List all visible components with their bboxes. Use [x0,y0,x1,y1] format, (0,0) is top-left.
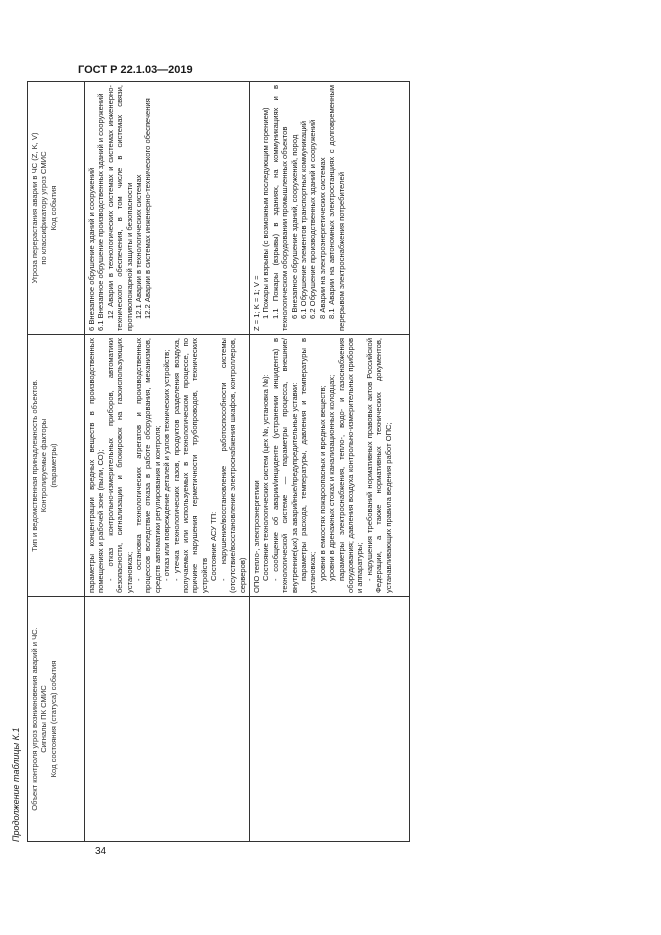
factor-text: Состояние технологических систем (цех №, установка №): [261,374,271,581]
header-line: Код состояния (статуса) события [48,660,58,778]
factor-text: - сообщение об аварии/инциденте (устранении инцидента) в технологической системе — параметры процесса, внешние/внутренние(ых) за аварийные/предупредительные уставки: [270,338,299,593]
header-threat [28,82,85,335]
threat-text: 8 Аварии на электроэнергетических системах [317,157,327,319]
header-line: Угроза перерастания аварии в ЧС (Z, K, V) [30,132,39,284]
threat-text: Z = 1; K = 1; V = [251,275,261,331]
header-object-type [28,335,85,597]
header-line: (параметры) [48,443,58,488]
threat-text: 6.2 Обрушение производственных зданий и сооружений [308,119,318,319]
threat-text: 12 Аварии в технологических системах и системах инженерно-технического обеспечения, в том числе в системах связи, противопожарной защиты и безопасности [105,85,134,331]
factor-text: - отказ контрольно-измерительных приборов, автоматики безопасности, сигнализации и блокировок на газоиспользующих установках; [105,338,134,593]
factor-text: - отказ или повреждение деталей и узлов технических устройств; [162,349,172,581]
factor-text: - нарушение/восстановление работоспособности системы (отсутствие/восстановление электроснабжения шкафов, контроллеров, серверов) [218,338,247,593]
row1-object-cell [85,597,250,842]
header-line: Код события [48,185,58,231]
factor-text: ОПО тепло-, электроэнергетики [251,480,261,593]
threat-text: 8.1 Аварии на автономных электростанциях с долговременным перерывом электроснабжения потребителей [327,85,346,331]
factor-text: параметры концентрации вредных веществ в производственных помещениях и рабочей зоне (пыли, СО); [87,338,106,593]
table-header-row [28,82,85,842]
factor-text: Состояние АСУ ТП: [209,511,219,581]
header-object-control [28,597,85,842]
header-line: по классификатору угроз СМИС [39,151,49,265]
threat-text: 6.1 Внезапное обрушение производственных зданий и сооружений [96,93,106,331]
factor-text: параметры расхода, температуры, давления и температуры в установках; [298,338,318,593]
table-caption: Продолжение таблицы К.1 [11,727,21,842]
row2-threat-cell [249,82,409,335]
factor-text: - утечка технологических газов, продуктов разделения воздуха, получаемых или используемых в технологическом процессе, по причине нарушения герметичности трубопроводов, технических устройств [171,338,209,593]
row2-object-cell [249,597,409,842]
threat-text: 6.1 Обрушение элементов транспортных коммуникаций [298,121,308,319]
header-line: Контролируемые факторы [39,418,49,513]
threat-text: 6 Внезапное обрушение зданий, сооружений, пород [289,134,299,319]
header-line: Сигналы ПК СМИС [39,685,49,753]
header-line: Тип и ведомственная принадлежность объектов. [30,379,39,552]
factor-text: уровни в емкостях пожароопасных и вредных веществ; [317,385,327,581]
header-line: Объект контроля угроз возникновения аварий и ЧС. [30,627,39,811]
table-row [249,82,409,842]
factor-text: - нарушения требований нормативных правовых актов Российской Федерации, а также нормативных технических документов, устанавливающих правила ведения работ ОПС; [364,338,393,593]
threat-text: 1.1 Пожары (взрывы) в зданиях, на коммуникациях и в технологическом оборудовании промышленных объектов [270,85,290,331]
row1-threat-cell [85,82,250,335]
table-row [85,82,250,842]
rotated-page-content [11,82,521,842]
threat-text: 12.1 Аварии в технологических системах [134,174,144,319]
factor-text: - остановка технологических агрегатов и производственных процессов вследствие отказа в работе оборудования, механизмов, средств автоматики регулирования и контроля; [134,338,162,593]
row1-factors-cell [85,335,250,597]
threat-text: 6 Внезапное обрушение зданий и сооружений [87,167,96,331]
incident-table [27,81,410,842]
threat-text: 1 Пожары и взрывы (с возможным последующим горением) [261,107,271,319]
page-number: 34 [95,846,107,857]
row2-factors-cell [249,335,409,597]
threat-text: 12.2 Аварии в системах инженерно-технического обеспечения [143,98,153,319]
factor-text: параметры электроснабжения, тепло-, водо- и газоснабжения оборудования; давления воздуха контрольно-измерительных приборов и аппаратуры; [336,338,365,593]
document-title: ГОСТ Р 22.1.03—2019 [78,64,193,76]
factor-text: уровни в дренажных стоках и канализационных колодцах; [327,374,337,581]
